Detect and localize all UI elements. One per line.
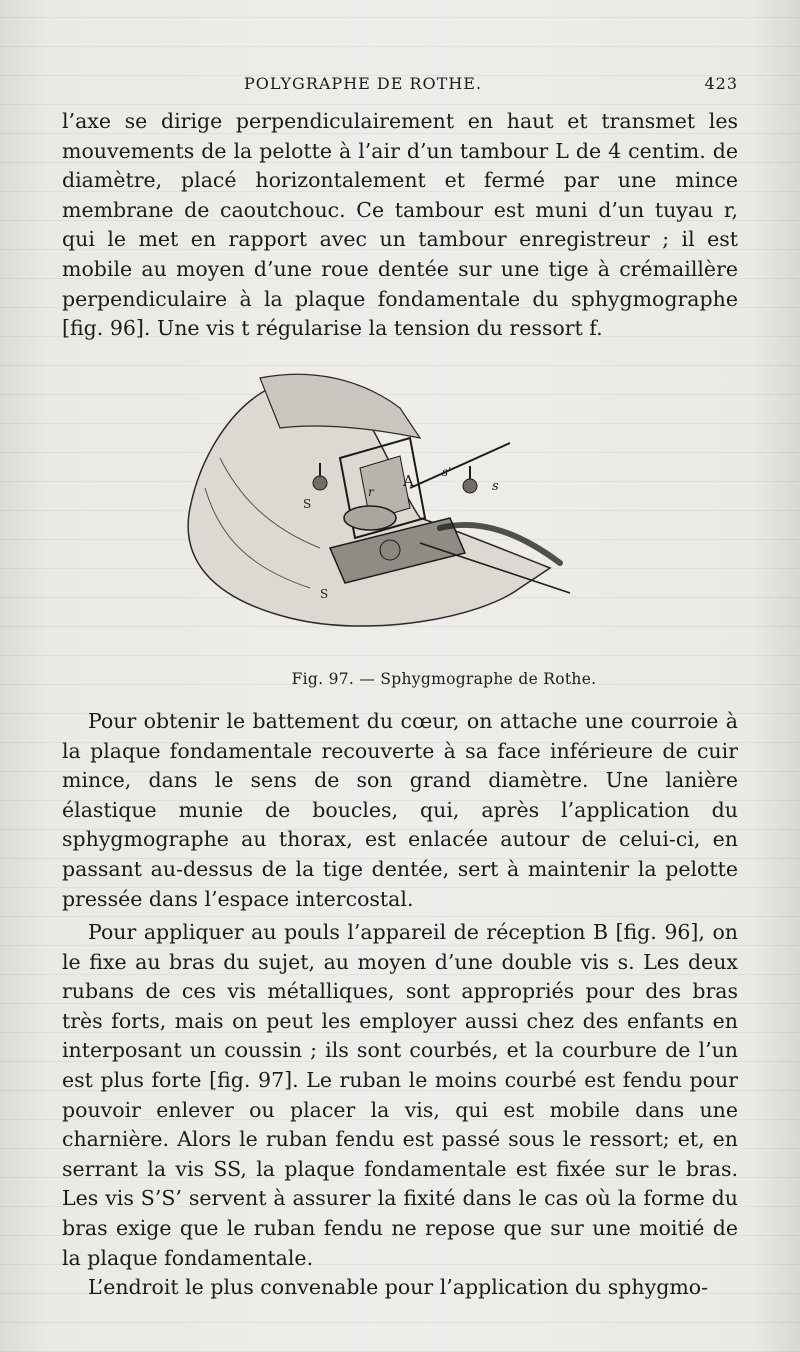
figure-label-r: r <box>368 485 374 499</box>
text-block-heart <box>62 707 738 914</box>
text-block-pulse <box>62 918 738 1303</box>
sphygmograph-illustration <box>120 368 590 688</box>
figure-caption: Fig. 97. — Sphygmographe de Rothe. <box>291 670 597 688</box>
figure-label-s-prime: s' <box>442 465 452 479</box>
paragraph-continuation: l’axe se dirige perpendiculairement en haut et transmet les mouvements de la pelotte à l’air d’un tambour L de 4 centim. de diamètre, placé horizontalement et fermé par une mince membrane de caoutchouc. Ce tambour est muni d’un tuyau r, qui le met en rapport avec un tambour enregistreur ; il est mobile au moyen d’une roue dentée sur une tige à crémaillère perpendiculaire à la plaque fondamentale du sphygmographe [fig. 96]. Une vis t régularise la tension du ressort f. <box>62 109 738 341</box>
page-number: 423 <box>704 74 738 93</box>
figure-sphygmograph <box>120 368 590 688</box>
toothed-wheel <box>380 540 400 560</box>
running-title: POLYGRAPHE DE ROTHE. <box>244 74 483 93</box>
screw-right <box>463 479 477 493</box>
figure-label-A: A <box>403 472 414 490</box>
running-head <box>62 74 738 98</box>
figure-label-s: s <box>492 479 499 494</box>
screw-left <box>313 476 327 490</box>
paragraph-heart: Pour obtenir le battement du cœur, on attache une courroie à la plaque fondamentale recouverte à sa face inférieure de cuir mince, dans le sens de son grand diamètre. Une lanière élastique munie de boucles, qui, après l’application du sphygmographe au thorax, est enlacée autour de celui-ci, en passant au-dessus de la tige dentée, sert à maintenir la pelotte pressée dans l’espace intercostal. <box>62 709 738 911</box>
figure-label-S-left: S <box>303 497 312 511</box>
paragraph-next: L’endroit le plus convenable pour l’application du sphygmo- <box>88 1275 709 1300</box>
figure-caption-wrap <box>0 670 800 688</box>
paragraph-pulse: Pour appliquer au pouls l’appareil de réception B [fig. 96], on le fixe au bras du sujet, au moyen d’une double vis s. Les deux rubans de ces vis métalliques, sont appropriés pour des bras très forts, mais on peut les employer aussi chez des enfants en interposant un coussin ; ils sont courbés, et la courbure de l’un est plus forte [fig. 97]. Le ruban le moins courbé est fendu pour pouvoir enlever ou placer la vis, qui est mobile dans une charnière. Alors le ruban fendu est passé sous le ressort; et, en serrant la vis SS, la plaque fondamentale est fixée sur le bras. Les vis S’S’ servent à assurer la fixité dans le cas où la forme du bras exige que le ruban fendu ne repose que sur une moitié de la plaque fondamentale. <box>62 920 738 1270</box>
tambour-drum <box>344 506 396 530</box>
figure-label-S-lower: S <box>320 587 329 601</box>
text-block-top <box>62 107 738 344</box>
